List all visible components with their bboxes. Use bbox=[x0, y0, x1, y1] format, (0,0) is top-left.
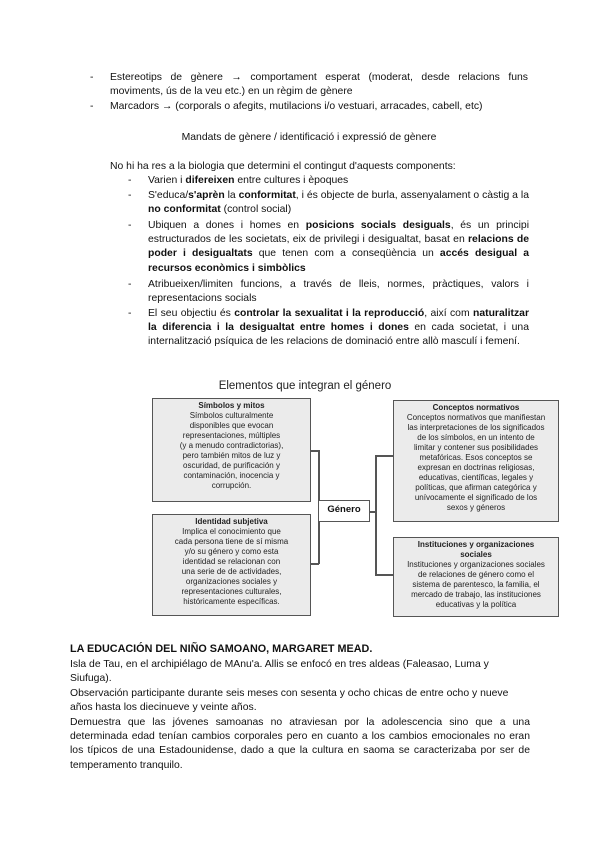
diagram-title: Elementos que integran el género bbox=[218, 380, 392, 392]
bullet-text: Ubiquen a dones i homes en posicions socials desiguals, és un principi estructurados de les societats, eix de privilegi i desigualtat, basat en relacions de poder i desigualtats que tenen com a conseqüència un accés desigual a recursos econòmics i simbòlics bbox=[148, 220, 530, 274]
center-node-genero: Género bbox=[318, 500, 370, 522]
bullet-dash: - bbox=[128, 308, 132, 319]
bullet-text: Marcadors → (corporals o afegits, mutilacions i/o vestuari, arracades, cabell, etc) bbox=[110, 101, 483, 112]
box-line: representaciones culturales, bbox=[181, 587, 282, 596]
box-line: educativas, científicas, legales y bbox=[418, 473, 534, 482]
box-line: históricamente específicas. bbox=[183, 597, 280, 606]
box-line: y/o su género y como esta bbox=[184, 547, 279, 556]
box-instituciones bbox=[393, 537, 559, 617]
box-line: las interpretaciones de los significados bbox=[407, 423, 545, 432]
box-simbolos-y-mitos bbox=[152, 398, 311, 502]
box-line: limitar y contener sus posibilidades bbox=[413, 443, 539, 452]
bullet-dash: - bbox=[128, 175, 132, 186]
box-line: mercado de trabajo, las instituciones bbox=[411, 590, 541, 599]
box-title: Conceptos normativos bbox=[432, 403, 520, 412]
box-line: sexos y géneros bbox=[446, 503, 506, 512]
box-line: identidad se relacionan con bbox=[182, 557, 281, 566]
box-conceptos-normativos bbox=[393, 400, 559, 522]
bullet-text: Varien i difereixen entre cultures i èpoques bbox=[148, 175, 349, 186]
paragraph: Demuestra que las jóvenes samoanas no atraviesan por la adolescencia sino que a una determinada edad tenían cambios corporales pero en cuanto a los cambios emocionales no eran los típicos de una Estadounidense, dado a que la cultura en saoma se caracterizaba por ser de temperamento tranquilo. bbox=[70, 717, 530, 771]
box-line: cada persona tiene de sí misma bbox=[174, 537, 289, 546]
box-line: organizaciones sociales y bbox=[185, 577, 278, 586]
bullet-dash: - bbox=[128, 279, 132, 290]
connector-line bbox=[375, 455, 377, 575]
box-title: Instituciones y organizaciones bbox=[417, 540, 535, 549]
box-line: pero también mitos de luz y bbox=[182, 451, 281, 460]
box-line: Símbolos culturalmente bbox=[189, 411, 274, 420]
box-line: políticas, que afirman categórica y bbox=[415, 483, 537, 492]
bullet-dash: - bbox=[128, 190, 132, 201]
box-line: de los símbolos, en un intento de bbox=[417, 433, 535, 442]
box-line: corrupción. bbox=[211, 481, 252, 490]
box-line: sistema de parentesco, la familia, el bbox=[412, 580, 540, 589]
bullet-text: Atribueixen/limiten funcions, a través de lleis, normes, pràctiques, valors i representacions socials bbox=[148, 279, 529, 305]
box-line: contaminación, inocencia y bbox=[183, 471, 280, 480]
bullet-text: El seu objectiu és controlar la sexualitat i la reproducció, així com naturalitzar la diferencia i la desigualtat entre homes i dones en cada societat, i una internalització psíquica de les relacions de dominació entre allò masculí i femení. bbox=[148, 308, 529, 348]
box-title: Identidad subjetiva bbox=[195, 517, 268, 526]
box-line: expresan en doctrinas religiosas, bbox=[417, 463, 535, 472]
box-line: disponibles que evocan bbox=[189, 421, 274, 430]
box-line: Implica el conocimiento que bbox=[182, 527, 281, 536]
box-title: Símbolos y mitos bbox=[198, 401, 265, 410]
section-heading: LA EDUCACIÓN DEL NIÑO SAMOANO, MARGARET MEAD. bbox=[70, 643, 373, 655]
connector-line bbox=[375, 574, 393, 576]
box-line: unívocamente el significado de los bbox=[414, 493, 538, 502]
box-line: representaciones, múltiples bbox=[182, 431, 281, 440]
paragraph: Observación participante durante seis meses con sesenta y ocho chicas de entre ocho y nueve años hasta los diecinueve y veinte años. bbox=[70, 688, 509, 714]
connector-line bbox=[375, 455, 393, 457]
box-line: Instituciones y organizaciones sociales bbox=[407, 560, 545, 569]
intro-paragraph: No hi ha res a la biologia que determini el contingut d'aquests components: bbox=[110, 161, 456, 172]
box-line: de relaciones de género como el bbox=[417, 570, 535, 579]
bullet-dash: - bbox=[90, 72, 94, 83]
box-title: sociales bbox=[460, 550, 492, 559]
bullet-dash: - bbox=[90, 101, 94, 112]
paragraph: Isla de Tau, en el archipiélago de MAnu'a. Allis se enfocó en tres aldeas (Faleasao, Luma y Siufuga). bbox=[70, 659, 489, 685]
section-title: Mandats de gènere / identificació i expressió de gènere bbox=[181, 132, 437, 143]
box-line: metafóricas. Esos conceptos se bbox=[419, 453, 533, 462]
box-line: educativas y la política bbox=[435, 600, 517, 609]
box-line: Conceptos normativos que manifiestan bbox=[406, 413, 546, 422]
bullet-text: Estereotips de gènere → comportament esperat (moderat, desde relacions funs moviments, ús de la veu etc.) en un règim de gènere bbox=[110, 72, 528, 98]
box-line: una serie de de actividades, bbox=[181, 567, 282, 576]
bullet-text: S'educa/s'aprèn la conformitat, i és objecte de burla, assenyalament o càstig a la no conformitat (control social) bbox=[148, 190, 529, 216]
box-line: oscuridad, de purificación y bbox=[183, 461, 280, 470]
box-line: (y a menudo contradictorias), bbox=[179, 441, 284, 450]
bullet-dash: - bbox=[128, 220, 132, 231]
box-identidad-subjetiva bbox=[152, 514, 311, 616]
